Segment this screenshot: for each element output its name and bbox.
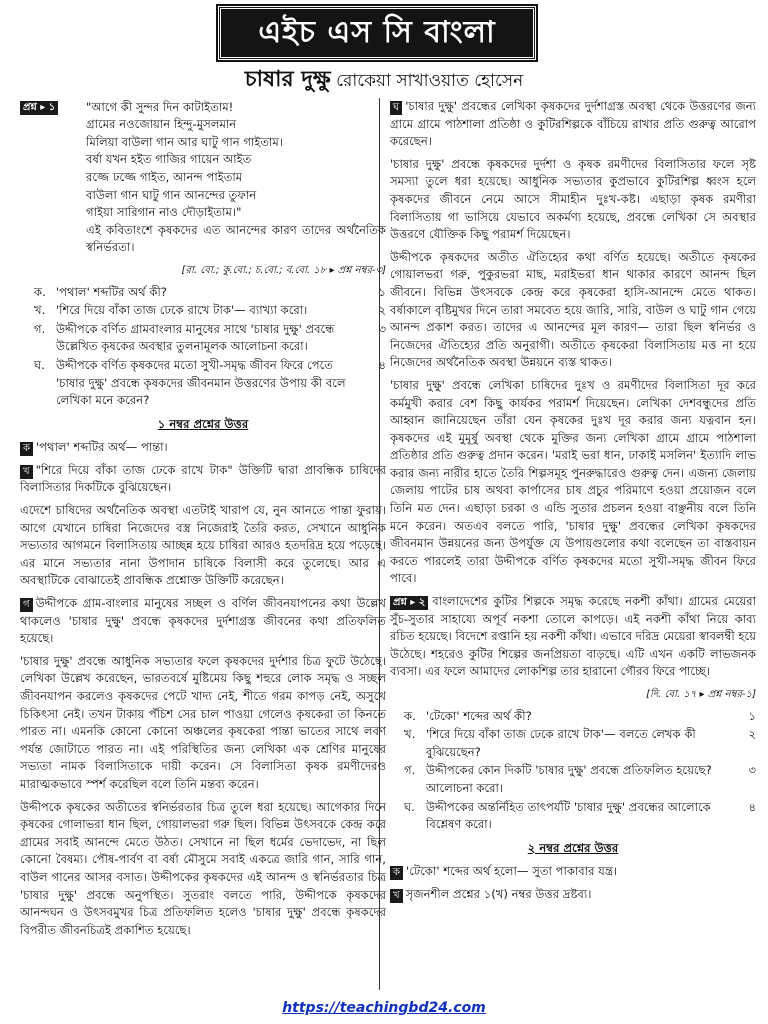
answer-ga-text: উদ্দীপকে গ্রাম-বাংলার মানুষের সচ্ছল ও বর্ণিল জীবনযাপনের কথা উল্লেখ থাকলেও 'চাষার দুক্ষু' প্রবন্ধে কৃষকদের দুর্দশাগ্রস্ত জীবনের কথা প্রতিফলিত হয়েছে। — [20, 596, 386, 646]
question-label: গ. — [34, 321, 46, 336]
question-label: ক. — [404, 708, 416, 723]
poem-line: গাইয়া সারিগান নাও দৌড়াইতাম।" — [86, 205, 242, 220]
answer-ga-tag: গ — [20, 598, 33, 612]
question-item — [20, 357, 386, 410]
question-mark: ২ — [748, 727, 756, 742]
answer-kha-tag: খ — [390, 889, 403, 903]
poem-line: রজ্জে ঢজ্জে গাইত, আনন্দ পাইতাম — [86, 169, 243, 184]
question-text: 'শিরে দিয়ে বাঁকা তাজ ঢেকে রাখে টাক'— ব্যাখ্যা করো। — [56, 303, 308, 318]
answer-ga — [20, 595, 386, 648]
question-text: উদ্দীপকে বর্ণিত গ্রামবাংলার মানুষের সাথে 'চাষার দুক্ষু' প্রবন্ধে উল্লেখিত কৃষকের অবস্থার তুলনামূলক আলোচনা করো। — [56, 321, 335, 354]
answer-paragraph: 'চাষার দুক্ষু' প্রবন্ধে লেখিকা চাষিদের দুঃখ ও রমণীদের বিলাসিতা দূর করে কর্মমুখী করার বেশ কিছু কার্যকর পরামর্শ দিয়েছেন। লেখিকা দেশবন্ধুদের প্রতি আহ্বান জানিয়েছেন তাঁরা যেন কৃষকের দুঃখ দূর করার জন্য যত্নবান হন। কৃষকদের এই মুমূর্ষু অবস্থা থেকে মুক্তির জন্য লেখিকা গ্রামে গ্রামে পাঠশালা প্রতিষ্ঠার প্রতি গুরুত্ব প্রদান করেন। 'মরাই ভরা ধান, ঢাকাই মসলিন' ইত্যাদি লাভ করার জন্য নারীর হাতে তৈরি শিল্পসমূহ পুনরুদ্ধারেও গুরুত্ব দেন। এজন্য জেলায় জেলায় পাটের চাষ অথবা কার্পাসের চাষ প্রচুর পরিমাণে হওয়া প্রয়োজন বলে তিনি মত দেন। এছাড়া চরকা ও এন্ডি সুতার প্রচলন হওয়া বাঞ্ছনীয় বলে তিনি মনে করেন। অতএব বলতে পারি, 'চাষার দুক্ষু' প্রবন্ধের লেখিকা কৃষকদের জীবনমান উন্নয়নের জন্য উপর্যুক্ত যে উপায়গুলোর কথা বলেছেন তা বাস্তবায়ন করতে পারলেই তারা উদ্দীপকে বর্ণিত কৃষকদের মতো সুখী-সমৃদ্ধ জীবন ফিরে পাবে। — [390, 377, 756, 586]
answer-ka — [20, 439, 386, 457]
question-text: উদ্দীপকের অন্তর্নিহিত তাৎপর্যটি 'চাষার দুক্ষু' প্রবন্ধের আলোকে বিশ্লেষণ করো। — [426, 799, 711, 832]
question-text: 'শিরে দিয়ে বাঁকা তাজ ঢেকে রাখে টাক'— বলতে লেখক কী বুঝিয়েছেন? — [426, 727, 696, 759]
question-text: উদ্দীপকে বর্ণিত কৃষকদের মতো সুখী-সমৃদ্ধ জীবন ফিরে পেতে 'চাষার দুক্ষু' প্রবন্ধে কৃষকদের জীবনমান উত্তরণের উপায় কী বলে লেখিকা মনে করেন? — [56, 357, 346, 408]
question-item — [20, 321, 386, 356]
answer-paragraph: উদ্দীপকে কৃষকদের অতীত ঐতিহ্যের কথা বর্ণিত হয়েছে। অতীতে কৃষকের গোয়ালভরা গরু, পুকুরভরা মাছ, মরাইভরা ধান থাকার কারণে আনন্দ ছিল জীবনে। বিভিন্ন উৎসবকে কেন্দ্র করে কৃষকেরা হাসি-আনন্দে মেতে থাকত। বর্ষাকালে বৃষ্টিমুখর দিনে তারা সমবেত হয়ে জারি, সারি, বাউল ও ঘাটু গান গেয়ে আনন্দ প্রকাশ করত। তাদের এ আনন্দের মূল কারণ— তারা ছিল স্বনির্ভর ও নিজেদের ঐতিহ্যের প্রতি অনুরাগী। অতীতে কৃষকেরা বিলাসিতায় মত্ত না হয়ে নিজেদের অর্থনৈতিক অবস্থা উন্নয়নে ব্যস্ত থাকত। — [390, 249, 756, 370]
question-item — [390, 799, 756, 834]
question-text: 'পথাল' শব্দটির অর্থ কী? — [56, 284, 167, 299]
question-2-tag: প্রশ্ন ▸ ২ — [390, 596, 428, 610]
answer-kha-text: "শিরে দিয়ে বাঁকা তাজ ঢেকে রাখে টাক" উক্তিটি দ্বারা প্রাবন্ধিক চাষিদের বিলাসিতার দিকটিকে বুঝিয়েছেন। — [20, 462, 386, 495]
answer-ka-tag: ক — [20, 442, 33, 456]
question-mark: ৩ — [378, 321, 386, 336]
question-label: ক. — [34, 284, 46, 299]
question-source: [রা. বো.; কু.বো.; চ.বো.; ব.বো. ১৮ ▸ প্রশ্ন নম্বর-৩] — [181, 264, 386, 276]
stimulus-poem — [86, 99, 386, 222]
answer-paragraph: 'চাষার দুক্ষু' প্রবন্ধে আধুনিক সভ্যতার ফলে কৃষকদের দুর্দশার চিত্র ফুটে উঠেছে। লেখিকা উল্লেখ করেছেন, ভারতবর্ষে মুষ্টিমেয় কিছু শহুরে লোক সমৃদ্ধ ও সচ্ছল জীবনযাপন করলেও কৃষকদের পেটে খাদ্য নেই, শীতে গরম কাপড় নেই, অসুখে চিকিৎসা নেই। তখন টাকায় পঁচিশ সের চাল পাওয়া গেলেও কৃষকেরা তা কিনতে পারত না। এমনকি কোনো কোনো অঞ্চলের কৃষকেরা পান্তা ভাতের সাথে লবণ পর্যন্ত জোটাতে পারত না। এই পরিস্থিতির জন্য লেখিকা এক শ্রেণির মানুষের সভ্যতা নামক বিলাসিতাকে দায়ী করেন। সে বিলাসিতা কৃষক রমণীদেরও মারাত্মকভাবে স্পর্শ করেছিল বলে তিনি মন্তব্য করেন। — [20, 653, 386, 791]
answer-ka-text: 'টেকো' শব্দের অর্থ হলো— সুতা পাকাবার যন্ত্র। — [406, 864, 618, 879]
question-mark: ৩ — [748, 763, 756, 778]
answer-paragraph: এদেশে চাষিদের অর্থনৈতিক অবস্থা এতটাই খারাপ যে, নুন আনতে পান্তা ফুরায়। আগে যেখানে চাষিরা নিজেদের বস্ত্র নিজেরাই তৈরি করত, সেখানে আধুনিক সভ্যতার আগমনে বিলাসিতায় আচ্ছন্ন হয়ে চাষিরা আরও হতদরিদ্র হয়ে পড়েছে। এর মানে সভ্যতার নানা উপাদান চাষিকে বিলাসী করে তুলেছে। আর এ অবস্থাটিকে বোঝাতেই প্রাবন্ধিক প্রশ্নোক্ত উক্তিটি করেছেন। — [20, 503, 386, 588]
question-mark: ৪ — [378, 357, 386, 372]
answer-gha-text: 'চাষার দুক্ষু' প্রবন্ধের লেখিকা কৃষকদের দুর্দশাগ্রস্ত অবস্থা থেকে উত্তরণের জন্য গ্রামে গ্রামে পাঠশালা প্রতিষ্ঠা ও কুটিরশিল্পকে বাঁচিয়ে রাখার প্রতি গুরুত্ব আরোপ করেছেন। — [390, 99, 756, 149]
question-item — [20, 284, 386, 302]
answer-gha — [390, 98, 756, 151]
answer-kha — [390, 886, 756, 904]
answer-1-heading: ১ নম্বর প্রশ্নের উত্তর — [157, 416, 249, 431]
book-title-banner: এইচ এস সি বাংলা — [218, 6, 536, 60]
chapter-author: রোকেয়া সাখাওয়াত হোসেন — [336, 71, 524, 91]
question-label: খ. — [404, 727, 416, 742]
question-item — [390, 726, 756, 761]
answer-kha — [20, 462, 386, 497]
question-label: ঘ. — [404, 799, 415, 814]
question-2-stem — [390, 593, 756, 681]
question-label: গ. — [404, 763, 416, 778]
question-mark: ৪ — [748, 799, 756, 814]
question-item — [390, 762, 756, 797]
question-mark: ১ — [378, 284, 386, 299]
chapter-title: চাষার দুক্ষু — [244, 67, 331, 92]
question-1-tag: প্রশ্ন ▸ ১ — [20, 101, 58, 115]
answer-ka-tag: ক — [390, 866, 403, 880]
answer-paragraph: 'চাষার দুক্ষু' প্রবন্ধে কৃষকদের দুর্দশা ও কৃষক রমণীদের বিলাসিতার ফলে সৃষ্ট সমস্যা তুলে ধরা হয়েছে। আধুনিক সভ্যতার কুপ্রভাবে কুটিরশিল্প ধ্বংস হলে কৃষকদের জীবনে নেমে আসে সীমাহীন দুঃখ-কষ্ট। এছাড়া কৃষক রমণীরা বিলাসিতায় গা ভাসিয়ে যেভাবে অকর্মণ্য হয়েছে, প্রবন্ধে লেখিকা সে অবস্থার উত্তরণে যৌক্তিক কিছু পরামর্শ দিয়েছেন। — [390, 156, 756, 242]
answer-ka-text: 'পথাল' শব্দটির অর্থ— পান্তা। — [36, 440, 168, 455]
question-2-block — [390, 593, 756, 834]
question-source: [দি. বো. ১৭ ▸ প্রশ্ন নম্বর-১] — [646, 689, 756, 700]
left-column — [20, 98, 386, 944]
answer-paragraph: উদ্দীপকে কৃষকের অতীতের স্বনির্ভরতার চিত্র তুলে ধরা হয়েছে। আগেকার দিনে কৃষকের গোলাভরা ধান ছিল, গোয়ালভরা গরু ছিল। বিভিন্ন উৎসবকে কেন্দ্র করে গ্রামের সবাই আনন্দে মেতে উঠত। সেখানে না ছিল ধর্মের ভেদাভেদ, না ছিল কোনো বৈষম্য। পৌষ-পার্বণ বা বর্ষা মৌসুমে সবাই একত্রে জারি গান, সারি গান, বাউল গানের আসর বসাত। উদ্দীপকের কৃষকদের এই আনন্দ ও স্বনির্ভরতার চিত্র 'চাষার দুক্ষু' প্রবন্ধে অনুপস্থিত। সুতরাং বলতে পারি, উদ্দীপকে কৃষকদের আনন্দঘন ও উৎসবমুখর চিত্র প্রতিফলিত হলেও 'চাষার দুক্ষু' প্রবন্ধে কৃষকদের বিপরীত জীবনচিত্রই প্রকাশিত হয়েছে। — [20, 799, 386, 937]
question-2-stem-text: বাংলাদেশের কুটির শিল্পকে সমৃদ্ধ করেছে নকশী কাঁথা। গ্রামের মেয়েরা সুঁচ-সুতার সাহায্যে অপূর্ব নকশা তোলে কাপড়ে। এই নকশী কাঁথা নিয়ে কাব্য রচিত হয়েছে। বিদেশে রপ্তানি হয় নকশী কাঁথা। এভাবে দরিদ্র মেয়েরা স্বাবলম্বী হয়ে উঠেছে। শহরেও কুটির শিল্পের জনপ্রিয়তা বাড়ছে। এটি এখন একটি লাভজনক ব্যবসা। এর ফলে আমাদের লোকশিল্প তার হারানো গৌরব ফিরে পাচ্ছে। — [390, 594, 756, 679]
poem-line: "আগে কী সুন্দর দিন কাটাইতাম! — [86, 99, 234, 114]
poem-line: বাউলা গান ঘাটু গান আনন্দের তুফান — [86, 187, 257, 202]
answer-kha-text: সৃজনশীল প্রশ্নের ১(খ) নম্বর উত্তর দ্রষ্টব্য। — [405, 886, 592, 901]
question-text: 'টেকো' শব্দের অর্থ কী? — [426, 708, 532, 723]
chapter-heading — [0, 62, 768, 99]
question-text: উদ্দীপকের কোন দিকটি 'চাষার দুক্ষু' প্রবন্ধে প্রতিফলিত হয়েছে? আলোচনা করো। — [426, 763, 712, 795]
poem-line: বর্ষা যখন হইত গাজির গায়েন আইত — [86, 152, 252, 167]
answer-kha-tag: খ — [20, 465, 33, 479]
answer-2-heading: ২ নম্বর প্রশ্নের উত্তর — [527, 840, 619, 855]
poem-line: মিলিয়া বাউলা গান আর ঘাটু গান গাইতাম। — [86, 134, 283, 149]
right-column — [390, 98, 756, 909]
answer-ka — [390, 863, 756, 881]
answer-gha-tag: ঘ — [390, 101, 402, 115]
question-mark: ১ — [748, 708, 756, 723]
stimulus-note: এই কবিতাংশে কৃষকদের এত আনন্দের কারণ তাদের অর্থনৈতিক স্বনির্ভরতা। — [86, 222, 386, 255]
question-item — [390, 708, 756, 726]
question-mark: ২ — [378, 303, 386, 318]
question-item — [20, 302, 386, 320]
question-label: খ. — [34, 303, 46, 318]
website-link[interactable]: https://teachingbd24.com — [282, 1000, 486, 1016]
poem-line: গ্রামের নওজোয়ান হিন্দু-মুসলমান — [86, 117, 237, 132]
question-1-block — [20, 98, 386, 410]
question-label: ঘ. — [34, 357, 45, 372]
